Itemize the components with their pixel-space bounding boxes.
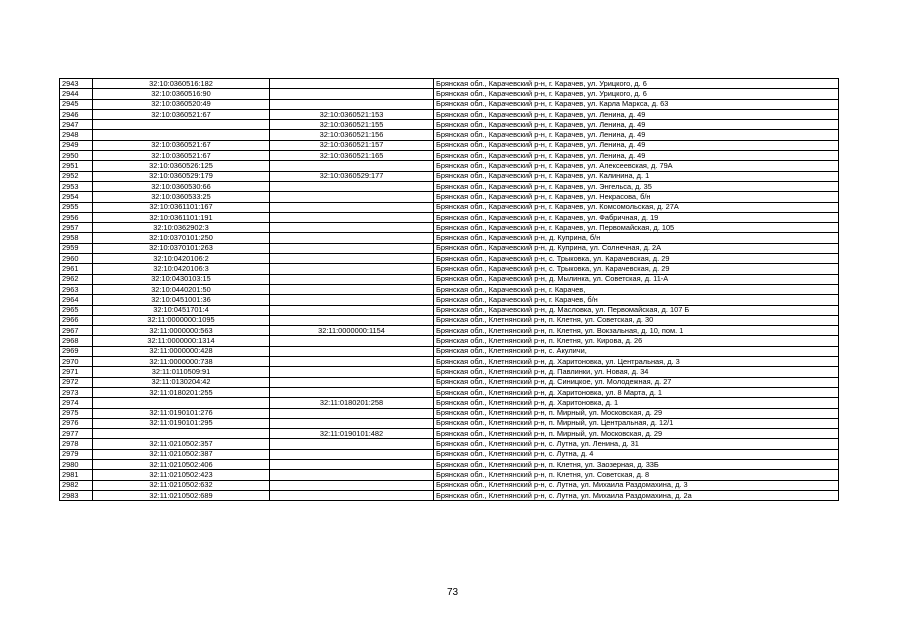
related-cadastral-number-cell: 32:11:0000000:1154 — [270, 326, 434, 336]
table-row — [60, 398, 839, 408]
cadastral-number-cell: 32:11:0210502:406 — [93, 459, 270, 469]
address-cell: Брянская обл., Клетнянский р-н, п. Клетня, ул. Вокзальная, д. 10, пом. 1 — [434, 326, 839, 336]
table-row — [60, 130, 839, 140]
cadastral-number-cell: 32:10:0360521:67 — [93, 151, 270, 161]
cadastral-number-cell: 32:11:0210502:423 — [93, 470, 270, 480]
table-row — [60, 490, 839, 500]
row-number-cell: 2974 — [60, 398, 93, 408]
cadastral-number-cell: 32:11:0210502:632 — [93, 480, 270, 490]
row-number-cell: 2979 — [60, 449, 93, 459]
table-row — [60, 459, 839, 469]
cadastral-number-cell: 32:10:0360521:67 — [93, 140, 270, 150]
cadastral-number-cell: 32:11:0180201:255 — [93, 387, 270, 397]
table-row — [60, 357, 839, 367]
row-number-cell: 2943 — [60, 79, 93, 89]
address-cell: Брянская обл., Карачевский р-н, с. Трыковка, ул. Карачевская, д. 29 — [434, 264, 839, 274]
address-cell: Брянская обл., Карачевский р-н, д. Мылинка, ул. Советская, д. 11-А — [434, 274, 839, 284]
row-number-cell: 2970 — [60, 357, 93, 367]
cadastral-number-cell — [93, 130, 270, 140]
related-cadastral-number-cell — [270, 89, 434, 99]
related-cadastral-number-cell: 32:10:0360521:157 — [270, 140, 434, 150]
cadastral-number-cell: 32:11:0130204:42 — [93, 377, 270, 387]
cadastral-number-cell: 32:11:0210502:689 — [93, 490, 270, 500]
related-cadastral-number-cell — [270, 233, 434, 243]
row-number-cell: 2977 — [60, 429, 93, 439]
table-row — [60, 212, 839, 222]
address-cell: Брянская обл., Карачевский р-н, г. Карачев, ул. Комсомольская, д. 27А — [434, 202, 839, 212]
table-row — [60, 470, 839, 480]
row-number-cell: 2949 — [60, 140, 93, 150]
property-register-table — [59, 78, 839, 501]
cadastral-number-cell: 32:10:0420106:2 — [93, 254, 270, 264]
row-number-cell: 2965 — [60, 305, 93, 315]
table-row — [60, 439, 839, 449]
address-cell: Брянская обл., Карачевский р-н, д. Куприна, б/н — [434, 233, 839, 243]
table-row — [60, 295, 839, 305]
table-row — [60, 377, 839, 387]
row-number-cell: 2968 — [60, 336, 93, 346]
address-cell: Брянская обл., Карачевский р-н, г. Карачев, ул. Урицкого, д. 6 — [434, 79, 839, 89]
address-cell: Брянская обл., Клетнянский р-н, п. Мирный, ул. Московская, д. 29 — [434, 408, 839, 418]
related-cadastral-number-cell — [270, 181, 434, 191]
related-cadastral-number-cell — [270, 202, 434, 212]
cadastral-number-cell: 32:10:0360520:49 — [93, 99, 270, 109]
address-cell: Брянская обл., Карачевский р-н, д. Масловка, ул. Первомайская, д. 107 Б — [434, 305, 839, 315]
address-cell: Брянская обл., Клетнянский р-н, с. Лутна, ул. Михаила Раздомахина, д. 2а — [434, 490, 839, 500]
row-number-cell: 2957 — [60, 223, 93, 233]
table-row — [60, 449, 839, 459]
related-cadastral-number-cell — [270, 459, 434, 469]
address-cell: Брянская обл., Карачевский р-н, с. Трыковка, ул. Карачевская, д. 29 — [434, 254, 839, 264]
address-cell: Брянская обл., Карачевский р-н, г. Карачев, ул. Карла Маркса, д. 63 — [434, 99, 839, 109]
row-number-cell: 2946 — [60, 109, 93, 119]
address-cell: Брянская обл., Клетнянский р-н, д. Харитоновка, ул. 8 Марта, д. 1 — [434, 387, 839, 397]
related-cadastral-number-cell — [270, 79, 434, 89]
related-cadastral-number-cell — [270, 243, 434, 253]
row-number-cell: 2952 — [60, 171, 93, 181]
address-cell: Брянская обл., Карачевский р-н, г. Карачев, ул. Ленина, д. 49 — [434, 140, 839, 150]
table-body — [60, 79, 839, 501]
address-cell: Брянская обл., Карачевский р-н, г. Карачев, б/н — [434, 295, 839, 305]
cadastral-number-cell: 32:10:0361101:191 — [93, 212, 270, 222]
address-cell: Брянская обл., Карачевский р-н, г. Карачев, ул. Урицкого, д. 6 — [434, 89, 839, 99]
table-row — [60, 254, 839, 264]
cadastral-number-cell: 32:11:0210502:387 — [93, 449, 270, 459]
table-row — [60, 346, 839, 356]
table-row — [60, 233, 839, 243]
cadastral-number-cell: 32:10:0360526:125 — [93, 161, 270, 171]
address-cell: Брянская обл., Карачевский р-н, г. Карачев, ул. Первомайская, д. 105 — [434, 223, 839, 233]
related-cadastral-number-cell: 32:10:0360521:165 — [270, 151, 434, 161]
table-row — [60, 181, 839, 191]
cadastral-number-cell: 32:10:0420106:3 — [93, 264, 270, 274]
table-row — [60, 109, 839, 119]
address-cell: Брянская обл., Карачевский р-н, г. Карачев, ул. Калинина, д. 1 — [434, 171, 839, 181]
cadastral-number-cell — [93, 120, 270, 130]
table-row — [60, 202, 839, 212]
cadastral-number-cell: 32:11:0190101:276 — [93, 408, 270, 418]
table-row — [60, 192, 839, 202]
cadastral-number-cell: 32:10:0361101:167 — [93, 202, 270, 212]
cadastral-number-cell: 32:10:0362902:3 — [93, 223, 270, 233]
related-cadastral-number-cell — [270, 377, 434, 387]
cadastral-number-cell: 32:10:0440201:50 — [93, 284, 270, 294]
row-number-cell: 2981 — [60, 470, 93, 480]
table-row — [60, 315, 839, 325]
table-row — [60, 79, 839, 89]
related-cadastral-number-cell — [270, 357, 434, 367]
table-row — [60, 367, 839, 377]
cadastral-number-cell — [93, 429, 270, 439]
address-cell: Брянская обл., Клетнянский р-н, п. Клетня, ул. Советская, д. 30 — [434, 315, 839, 325]
row-number-cell: 2966 — [60, 315, 93, 325]
table-row — [60, 326, 839, 336]
address-cell: Брянская обл., Клетнянский р-н, п. Клетня, ул. Заозерная, д. 33Б — [434, 459, 839, 469]
row-number-cell: 2983 — [60, 490, 93, 500]
related-cadastral-number-cell — [270, 305, 434, 315]
table-row — [60, 243, 839, 253]
related-cadastral-number-cell — [270, 254, 434, 264]
table-row — [60, 429, 839, 439]
table-row — [60, 89, 839, 99]
cadastral-number-cell: 32:11:0190101:295 — [93, 418, 270, 428]
cadastral-number-cell: 32:11:0210502:357 — [93, 439, 270, 449]
related-cadastral-number-cell — [270, 408, 434, 418]
table-row — [60, 305, 839, 315]
address-cell: Брянская обл., Клетнянский р-н, с. Лутна, ул. Ленина, д. 31 — [434, 439, 839, 449]
address-cell: Брянская обл., Клетнянский р-н, с. Лутна, ул. Михаила Раздомахина, д. 3 — [434, 480, 839, 490]
table-row — [60, 480, 839, 490]
address-cell: Брянская обл., Клетнянский р-н, с. Лутна, д. 4 — [434, 449, 839, 459]
table-row — [60, 418, 839, 428]
cadastral-number-cell: 32:11:0110509:91 — [93, 367, 270, 377]
address-cell: Брянская обл., Карачевский р-н, г. Карачев, ул. Ленина, д. 49 — [434, 109, 839, 119]
related-cadastral-number-cell: 32:10:0360521:153 — [270, 109, 434, 119]
address-cell: Брянская обл., Клетнянский р-н, п. Мирный, ул. Центральная, д. 12/1 — [434, 418, 839, 428]
address-cell: Брянская обл., Карачевский р-н, г. Карачев, ул. Фабричная, д. 19 — [434, 212, 839, 222]
row-number-cell: 2967 — [60, 326, 93, 336]
cadastral-number-cell: 32:10:0360533:25 — [93, 192, 270, 202]
cadastral-number-cell: 32:10:0451001:36 — [93, 295, 270, 305]
cadastral-number-cell: 32:10:0360516:90 — [93, 89, 270, 99]
cadastral-number-cell: 32:10:0360530:66 — [93, 181, 270, 191]
related-cadastral-number-cell — [270, 192, 434, 202]
row-number-cell: 2951 — [60, 161, 93, 171]
row-number-cell: 2958 — [60, 233, 93, 243]
related-cadastral-number-cell — [270, 99, 434, 109]
cadastral-number-cell: 32:10:0370101:250 — [93, 233, 270, 243]
related-cadastral-number-cell: 32:11:0180201:258 — [270, 398, 434, 408]
table-row — [60, 408, 839, 418]
row-number-cell: 2945 — [60, 99, 93, 109]
cadastral-number-cell: 32:11:0000000:1095 — [93, 315, 270, 325]
related-cadastral-number-cell — [270, 264, 434, 274]
page-number: 73 — [446, 587, 459, 598]
table-row — [60, 99, 839, 109]
row-number-cell: 2944 — [60, 89, 93, 99]
address-cell: Брянская обл., Клетнянский р-н, п. Клетня, ул. Кирова, д. 26 — [434, 336, 839, 346]
table-row — [60, 151, 839, 161]
row-number-cell: 2963 — [60, 284, 93, 294]
table-row — [60, 223, 839, 233]
related-cadastral-number-cell — [270, 274, 434, 284]
related-cadastral-number-cell — [270, 212, 434, 222]
related-cadastral-number-cell — [270, 418, 434, 428]
row-number-cell: 2972 — [60, 377, 93, 387]
cadastral-number-cell: 32:10:0451701:4 — [93, 305, 270, 315]
table-row — [60, 336, 839, 346]
table-row — [60, 387, 839, 397]
row-number-cell: 2978 — [60, 439, 93, 449]
address-cell: Брянская обл., Карачевский р-н, г. Карачев, ул. Ленина, д. 49 — [434, 120, 839, 130]
table-row — [60, 120, 839, 130]
related-cadastral-number-cell — [270, 470, 434, 480]
related-cadastral-number-cell — [270, 284, 434, 294]
table-row — [60, 264, 839, 274]
address-cell: Брянская обл., Клетнянский р-н, п. Клетня, ул. Советская, д. 8 — [434, 470, 839, 480]
related-cadastral-number-cell: 32:10:0360529:177 — [270, 171, 434, 181]
cadastral-number-cell — [93, 398, 270, 408]
address-cell: Брянская обл., Клетнянский р-н, п. Мирный, ул. Московская, д. 29 — [434, 429, 839, 439]
row-number-cell: 2956 — [60, 212, 93, 222]
row-number-cell: 2962 — [60, 274, 93, 284]
address-cell: Брянская обл., Клетнянский р-н, д. Харитоновка, ул. Центральная, д. 3 — [434, 357, 839, 367]
row-number-cell: 2955 — [60, 202, 93, 212]
address-cell: Брянская обл., Клетнянский р-н, д. Синицкое, ул. Молодежная, д. 27 — [434, 377, 839, 387]
cadastral-number-cell: 32:10:0360529:179 — [93, 171, 270, 181]
row-number-cell: 2953 — [60, 181, 93, 191]
row-number-cell: 2948 — [60, 130, 93, 140]
related-cadastral-number-cell — [270, 449, 434, 459]
related-cadastral-number-cell — [270, 387, 434, 397]
related-cadastral-number-cell — [270, 336, 434, 346]
row-number-cell: 2964 — [60, 295, 93, 305]
address-cell: Брянская обл., Карачевский р-н, д. Куприна, ул. Солнечная, д. 2А — [434, 243, 839, 253]
cadastral-number-cell: 32:11:0000000:738 — [93, 357, 270, 367]
row-number-cell: 2976 — [60, 418, 93, 428]
table-row — [60, 171, 839, 181]
table-row — [60, 161, 839, 171]
related-cadastral-number-cell — [270, 367, 434, 377]
row-number-cell: 2975 — [60, 408, 93, 418]
address-cell: Брянская обл., Карачевский р-н, г. Карачев, ул. Ленина, д. 49 — [434, 151, 839, 161]
address-cell: Брянская обл., Клетнянский р-н, с. Акуличи, — [434, 346, 839, 356]
related-cadastral-number-cell — [270, 315, 434, 325]
cadastral-number-cell: 32:11:0000000:1314 — [93, 336, 270, 346]
related-cadastral-number-cell — [270, 161, 434, 171]
cadastral-number-cell: 32:10:0430103:15 — [93, 274, 270, 284]
address-cell: Брянская обл., Клетнянский р-н, д. Харитоновка, д. 1 — [434, 398, 839, 408]
address-cell: Брянская обл., Карачевский р-н, г. Карачев, — [434, 284, 839, 294]
related-cadastral-number-cell — [270, 346, 434, 356]
cadastral-number-cell: 32:11:0000000:428 — [93, 346, 270, 356]
cadastral-number-cell: 32:11:0000000:563 — [93, 326, 270, 336]
table-row — [60, 284, 839, 294]
cadastral-number-cell: 32:10:0360521:67 — [93, 109, 270, 119]
row-number-cell: 2980 — [60, 459, 93, 469]
related-cadastral-number-cell: 32:11:0190101:482 — [270, 429, 434, 439]
row-number-cell: 2971 — [60, 367, 93, 377]
related-cadastral-number-cell — [270, 490, 434, 500]
related-cadastral-number-cell — [270, 480, 434, 490]
row-number-cell: 2959 — [60, 243, 93, 253]
related-cadastral-number-cell — [270, 223, 434, 233]
row-number-cell: 2947 — [60, 120, 93, 130]
row-number-cell: 2969 — [60, 346, 93, 356]
address-cell: Брянская обл., Клетнянский р-н, д. Павлинки, ул. Новая, д. 34 — [434, 367, 839, 377]
row-number-cell: 2954 — [60, 192, 93, 202]
address-cell: Брянская обл., Карачевский р-н, г. Карачев, ул. Некрасова, б/н — [434, 192, 839, 202]
related-cadastral-number-cell: 32:10:0360521:156 — [270, 130, 434, 140]
row-number-cell: 2950 — [60, 151, 93, 161]
address-cell: Брянская обл., Карачевский р-н, г. Карачев, ул. Ленина, д. 49 — [434, 130, 839, 140]
address-cell: Брянская обл., Карачевский р-н, г. Карачев, ул. Алексеевская, д. 79А — [434, 161, 839, 171]
cadastral-number-cell: 32:10:0360516:182 — [93, 79, 270, 89]
cadastral-number-cell: 32:10:0370101:263 — [93, 243, 270, 253]
related-cadastral-number-cell — [270, 439, 434, 449]
related-cadastral-number-cell — [270, 295, 434, 305]
related-cadastral-number-cell: 32:10:0360521:155 — [270, 120, 434, 130]
row-number-cell: 2973 — [60, 387, 93, 397]
address-cell: Брянская обл., Карачевский р-н, г. Карачев, ул. Энгельса, д. 35 — [434, 181, 839, 191]
row-number-cell: 2961 — [60, 264, 93, 274]
table-row — [60, 274, 839, 284]
table-row — [60, 140, 839, 150]
row-number-cell: 2960 — [60, 254, 93, 264]
row-number-cell: 2982 — [60, 480, 93, 490]
